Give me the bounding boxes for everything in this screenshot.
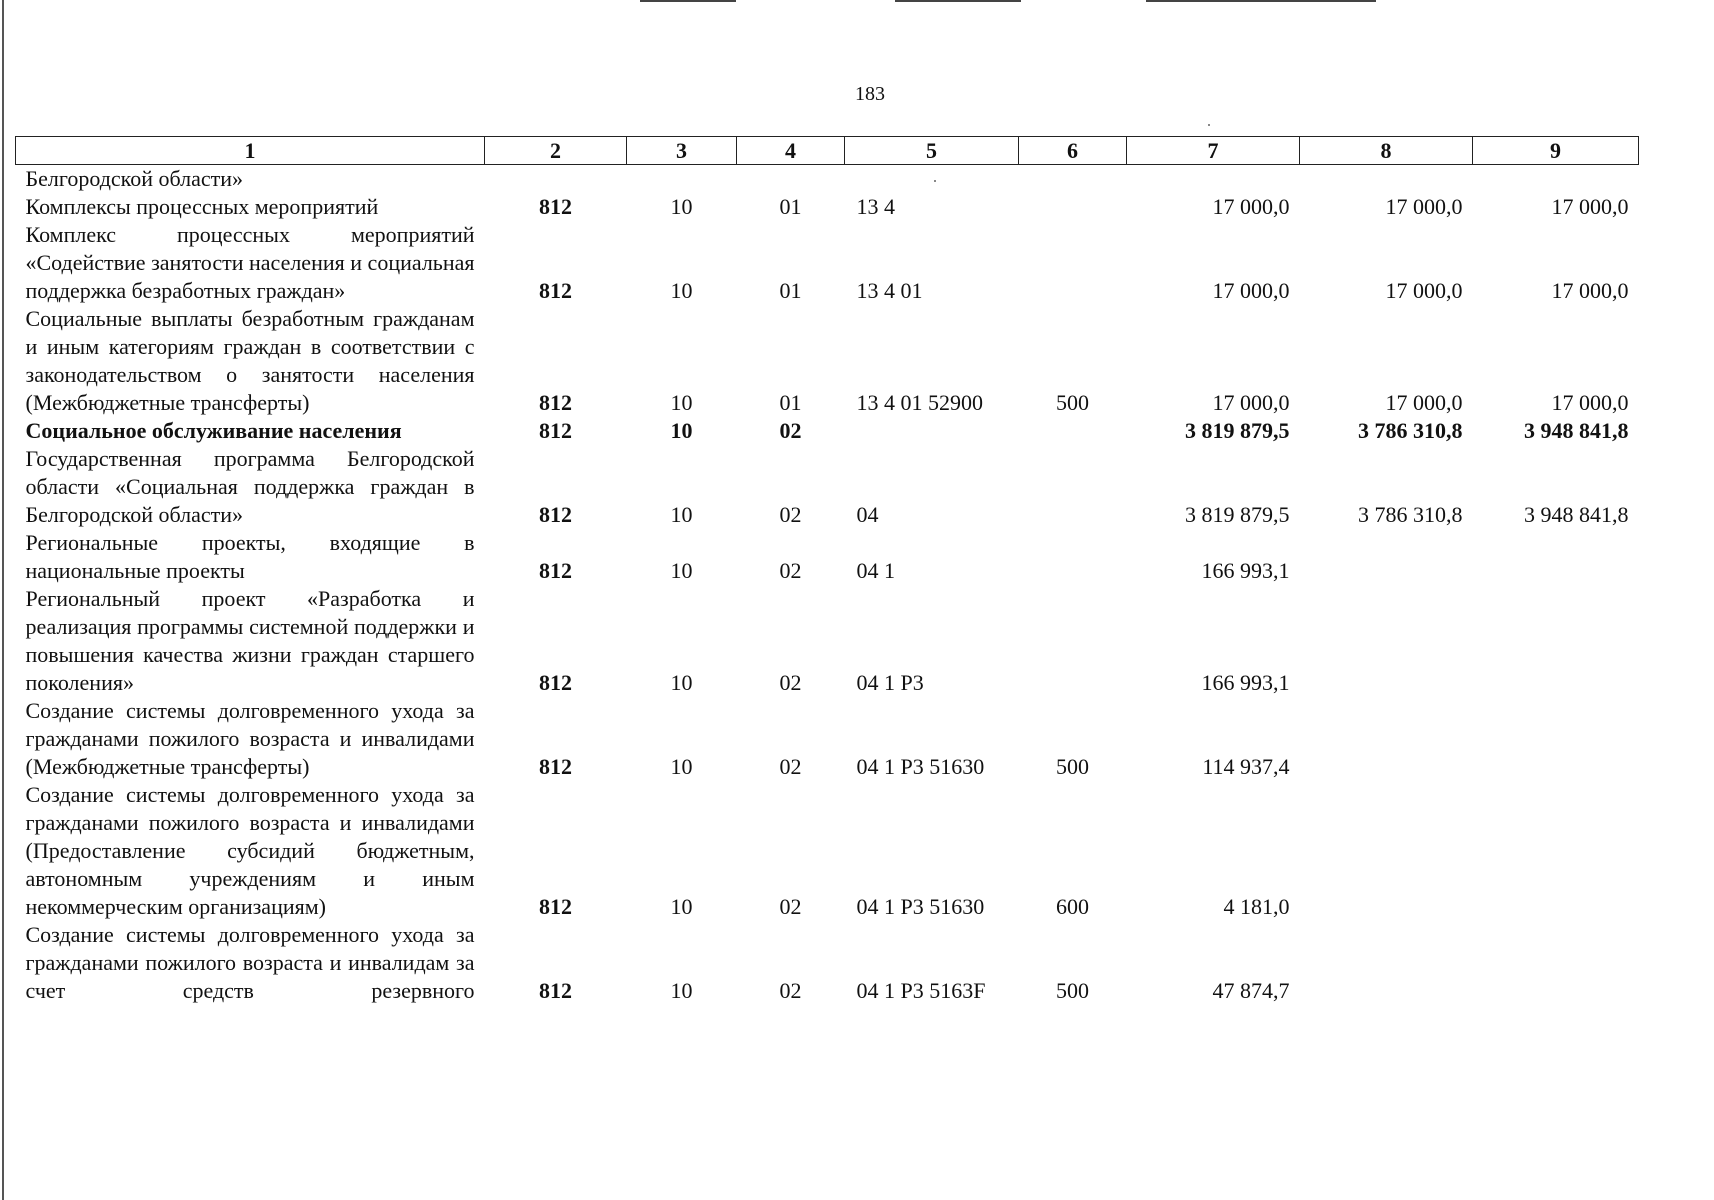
cell-amount-year2: 3 786 310,8: [1358, 502, 1463, 527]
cell-target-article: 04: [856, 502, 879, 527]
cell-expense-type: [1019, 165, 1127, 194]
cell-amount-year3: 3 948 841,8: [1524, 502, 1629, 527]
budget-table: [15, 136, 1639, 1005]
cell-ministry-code: 812: [539, 978, 572, 1003]
cell-expense-type: 500: [1056, 390, 1089, 415]
cell-expense-type: [1019, 221, 1127, 305]
top-scan-rule: [640, 0, 736, 2]
cell-section: [627, 165, 737, 194]
cell-ministry-code: [485, 165, 627, 194]
cell-section: 10: [670, 558, 693, 583]
table-row: [16, 193, 1639, 221]
cell-amount-year1: 3 819 879,5: [1185, 502, 1290, 527]
cell-amount-year1: 17 000,0: [1212, 390, 1290, 415]
table-row: [16, 305, 1639, 417]
cell-name: Региональный проект «Разработка и реализация программы системной поддержки и повышения качества жизни граждан старшего поколения»: [25, 586, 475, 695]
cell-name: Комплексы процессных мероприятий: [25, 194, 379, 219]
table-body: [16, 165, 1639, 1006]
cell-subsection: 02: [779, 894, 802, 919]
header-cell: 5: [845, 137, 1019, 165]
cell-ministry-code: 812: [539, 502, 572, 527]
cell-amount-year3: [1473, 697, 1639, 781]
cell-amount-year3: [1473, 921, 1639, 1005]
cell-name: Белгородской области»: [25, 166, 244, 191]
cell-amount-year1: 166 993,1: [1201, 558, 1290, 583]
cell-section: 10: [670, 894, 693, 919]
header-cell: 1: [16, 137, 485, 165]
table-row: [16, 921, 1639, 1005]
header-cell: 7: [1127, 137, 1300, 165]
cell-amount-year1: [1127, 165, 1300, 194]
cell-target-article: 04 1 P3 51630: [856, 754, 985, 779]
cell-subsection: 02: [779, 978, 802, 1003]
cell-subsection: 02: [779, 754, 802, 779]
cell-section: 10: [670, 754, 693, 779]
cell-amount-year2: 17 000,0: [1385, 390, 1463, 415]
cell-section: 10: [670, 390, 693, 415]
cell-amount-year2: [1300, 529, 1473, 585]
scan-speck: [1208, 124, 1210, 126]
table-row: [16, 529, 1639, 585]
table-row: [16, 165, 1639, 194]
cell-amount-year2: [1300, 165, 1473, 194]
cell-section: 10: [670, 670, 693, 695]
cell-name: Создание системы долговременного ухода за гражданами пожилого возраста и инвалидами (Межбюджетные трансферты): [25, 698, 475, 779]
header-cell: 6: [1019, 137, 1127, 165]
top-scan-rule: [1146, 0, 1376, 2]
cell-amount-year3: [1473, 781, 1639, 921]
cell-target-article: 04 1: [856, 558, 895, 583]
cell-name: Региональные проекты, входящие в национальные проекты: [25, 530, 475, 583]
cell-target-article: 13 4 01 52900: [856, 390, 983, 415]
table-row: [16, 445, 1639, 529]
cell-expense-type: [1019, 529, 1127, 585]
cell-amount-year1: 47 874,7: [1212, 978, 1290, 1003]
cell-amount-year2: [1300, 697, 1473, 781]
table-row: [16, 417, 1639, 445]
cell-target-article: 13 4: [856, 194, 895, 219]
cell-expense-type: 500: [1056, 978, 1089, 1003]
cell-ministry-code: 812: [539, 754, 572, 779]
cell-ministry-code: 812: [539, 670, 572, 695]
table-row: [16, 221, 1639, 305]
cell-subsection: [737, 165, 845, 194]
cell-expense-type: 600: [1056, 894, 1089, 919]
table-row: [16, 697, 1639, 781]
header-row: [16, 137, 1639, 165]
cell-amount-year2: [1300, 921, 1473, 1005]
cell-target-article: [845, 417, 1019, 445]
cell-target-article: 13 4 01: [856, 278, 923, 303]
cell-section: 10: [670, 194, 693, 219]
cell-section: 10: [670, 418, 693, 443]
header-cell: 2: [485, 137, 627, 165]
cell-target-article: 04 1 P3 51630: [856, 894, 985, 919]
cell-amount-year3: [1473, 529, 1639, 585]
cell-amount-year1: 3 819 879,5: [1185, 418, 1290, 443]
cell-name: Комплекс процессных мероприятий «Содействие занятости населения и социальная поддержка безработных граждан»: [25, 222, 475, 303]
cell-name: Государственная программа Белгородской области «Социальная поддержка граждан в Белгородской области»: [25, 446, 475, 527]
cell-amount-year2: [1300, 585, 1473, 697]
cell-amount-year1: 114 937,4: [1202, 754, 1290, 779]
top-scan-rule: [895, 0, 1021, 2]
cell-section: 10: [670, 278, 693, 303]
cell-amount-year1: 4 181,0: [1223, 894, 1290, 919]
header-cell: 4: [737, 137, 845, 165]
cell-name: Создание системы долговременного ухода за гражданами пожилого возраста и инвалидам за счет средств резервного: [25, 922, 475, 1003]
cell-amount-year3: 17 000,0: [1551, 194, 1629, 219]
cell-ministry-code: 812: [539, 558, 572, 583]
cell-amount-year1: 17 000,0: [1212, 194, 1290, 219]
cell-amount-year2: [1300, 781, 1473, 921]
cell-subsection: 02: [779, 558, 802, 583]
cell-amount-year2: 17 000,0: [1385, 278, 1463, 303]
cell-amount-year3: 3 948 841,8: [1524, 418, 1629, 443]
cell-name: Создание системы долговременного ухода за гражданами пожилого возраста и инвалидами (Предоставление субсидий бюджетным, автономным учреждениям и иным некоммерческим организациям): [25, 782, 475, 919]
cell-ministry-code: 812: [539, 390, 572, 415]
cell-target-article: 04 1 P3 5163F: [856, 978, 986, 1003]
cell-amount-year1: 17 000,0: [1212, 278, 1290, 303]
left-margin-rule: [2, 0, 4, 1200]
table-row: [16, 585, 1639, 697]
cell-subsection: 01: [779, 194, 802, 219]
cell-section: 10: [670, 978, 693, 1003]
cell-ministry-code: 812: [539, 278, 572, 303]
cell-amount-year1: 166 993,1: [1201, 670, 1290, 695]
page-number: 183: [855, 83, 885, 105]
cell-subsection: 02: [779, 418, 802, 443]
cell-subsection: 02: [779, 670, 802, 695]
cell-amount-year2: 17 000,0: [1385, 194, 1463, 219]
cell-ministry-code: 812: [539, 418, 572, 443]
cell-expense-type: [1019, 193, 1127, 221]
cell-amount-year3: [1473, 165, 1639, 194]
cell-amount-year3: 17 000,0: [1551, 278, 1629, 303]
cell-expense-type: [1019, 445, 1127, 529]
cell-amount-year2: 3 786 310,8: [1358, 418, 1463, 443]
cell-section: 10: [670, 502, 693, 527]
header-cell: 3: [627, 137, 737, 165]
cell-amount-year3: 17 000,0: [1551, 390, 1629, 415]
header-cell: 8: [1300, 137, 1473, 165]
cell-expense-type: [1019, 585, 1127, 697]
cell-subsection: 01: [779, 390, 802, 415]
cell-target-article: [845, 165, 1019, 194]
cell-expense-type: [1019, 417, 1127, 445]
cell-expense-type: 500: [1056, 754, 1089, 779]
cell-amount-year3: [1473, 585, 1639, 697]
cell-ministry-code: 812: [539, 194, 572, 219]
header-cell: 9: [1473, 137, 1639, 165]
cell-subsection: 01: [779, 278, 802, 303]
table-row: [16, 781, 1639, 921]
cell-subsection: 02: [779, 502, 802, 527]
cell-name: Социальные выплаты безработным гражданам и иным категориям граждан в соответствии с законодательством о занятости населения (Межбюджетные трансферты): [25, 306, 475, 415]
cell-name: Социальное обслуживание населения: [25, 418, 402, 443]
cell-target-article: 04 1 P3: [856, 670, 924, 695]
cell-ministry-code: 812: [539, 894, 572, 919]
